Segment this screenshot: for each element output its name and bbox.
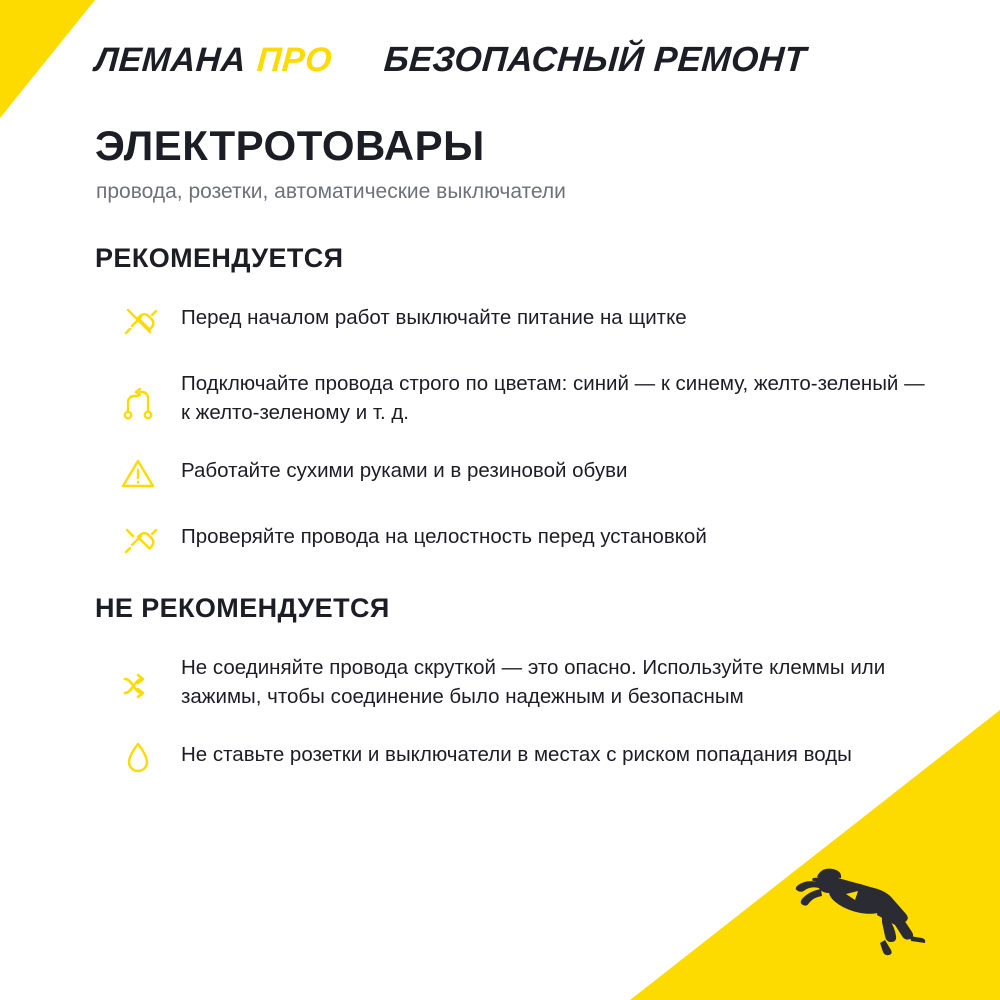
list-item bbox=[95, 366, 925, 427]
list-item-text: Работайте сухими руками и в резиновой обуви bbox=[181, 459, 628, 483]
brand-logo bbox=[94, 41, 334, 80]
section-recommended bbox=[95, 243, 925, 585]
list-item bbox=[95, 453, 925, 497]
list-item-text: Проверяйте провода на целостность перед установкой bbox=[181, 525, 707, 549]
list-item bbox=[95, 519, 925, 563]
warning-triangle-icon bbox=[95, 449, 181, 497]
list-item bbox=[95, 737, 925, 781]
brand-logo-secondary: ПРО bbox=[255, 40, 334, 79]
list-item-text: Не ставьте розетки и выключатели в местах с риском попадания воды bbox=[181, 743, 852, 767]
twisted-wires-icon bbox=[95, 662, 181, 710]
list-item bbox=[95, 650, 925, 711]
header bbox=[95, 40, 806, 80]
list-item bbox=[95, 300, 925, 344]
section-title-not-recommended: НЕ РЕКОМЕНДУЕТСЯ bbox=[95, 593, 390, 623]
section-title-recommended: РЕКОМЕНДУЕТСЯ bbox=[95, 243, 344, 273]
section-not-recommended bbox=[95, 593, 925, 807]
header-title: БЕЗОПАСНЫЙ РЕМОНТ bbox=[382, 40, 808, 79]
water-drop-icon bbox=[95, 733, 181, 781]
plug-check-icon bbox=[95, 515, 181, 563]
brand-logo-primary: ЛЕМАНА bbox=[93, 40, 248, 79]
plug-off-icon bbox=[95, 296, 181, 344]
list-item-text: Перед началом работ выключайте питание на щитке bbox=[181, 306, 687, 329]
wire-colors-icon bbox=[95, 378, 181, 426]
flying-worker-illustration bbox=[772, 842, 962, 962]
page-subtitle: провода, розетки, автоматические выключатели bbox=[96, 180, 566, 203]
list-item-text: Не соединяйте провода скруткой — это опасно. Используйте клеммы или зажимы, чтобы соединение было надежным и безопасным bbox=[181, 656, 886, 709]
page-title: ЭЛЕКТРОТОВАРЫ bbox=[95, 122, 485, 169]
list-item-text: Подключайте провода строго по цветам: синий — к синему, желто-зеленый — к желто-зеленому и т. д. bbox=[181, 372, 925, 425]
corner-decoration-top-left bbox=[0, 0, 95, 118]
